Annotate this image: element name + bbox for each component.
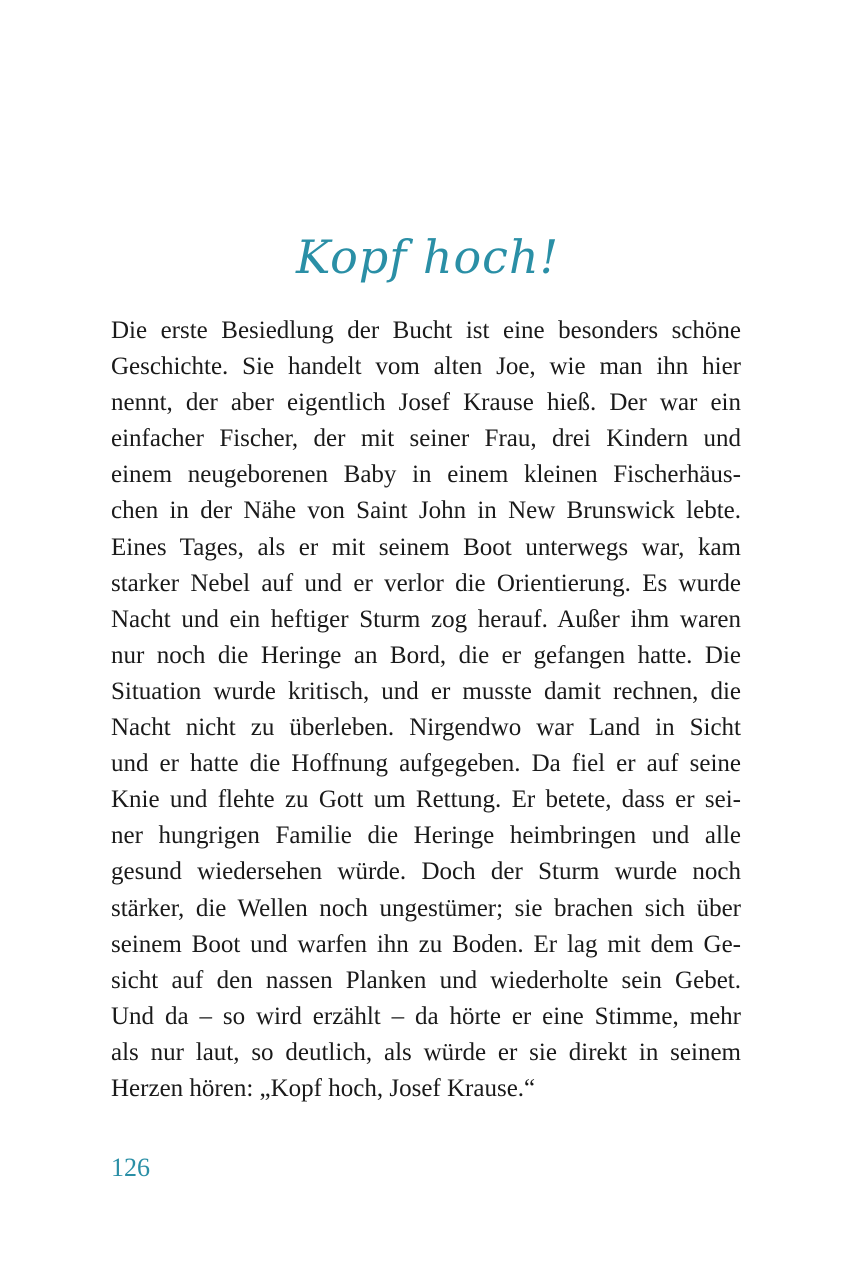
text-line: Nacht nicht zu überleben. Nirgendwo war Land in Sicht — [111, 714, 741, 742]
text-line: seinem Boot und warfen ihn zu Boden. Er lag mit dem Ge- — [111, 930, 741, 958]
text-line: stärker, die Wellen noch ungestümer; sie brachen sich über — [111, 894, 741, 922]
text-line: gesund wiedersehen würde. Doch der Sturm wurde noch — [111, 858, 741, 886]
text-line: einem neugeborenen Baby in einem kleinen Fischerhäus- — [111, 461, 741, 489]
text-line: sicht auf den nassen Planken und wiederholte sein Gebet. — [111, 966, 741, 994]
page-number: 126 — [111, 1153, 150, 1182]
text-line: als nur laut, so deutlich, als würde er sie direkt in seinem — [111, 1038, 741, 1066]
text-line: starker Nebel auf und er verlor die Orientierung. Es wurde — [111, 569, 741, 597]
text-line: Die erste Besiedlung der Bucht ist eine besonders schöne — [111, 317, 741, 344]
text-line: Nacht und ein heftiger Sturm zog herauf. Außer ihm waren — [111, 605, 741, 633]
text-line: Situation wurde kritisch, und er musste damit rechnen, die — [111, 677, 741, 705]
text-line: einfacher Fischer, der mit seiner Frau, drei Kindern und — [111, 425, 741, 453]
text-line: Eines Tages, als er mit seinem Boot unterwegs war, kam — [111, 533, 741, 561]
text-line: chen in der Nähe von Saint John in New Brunswick lebte. — [111, 497, 741, 525]
text-line: Und da – so wird erzählt – da hörte er eine Stimme, mehr — [111, 1002, 741, 1030]
text-line: nur noch die Heringe an Bord, die er gefangen hatte. Die — [111, 641, 741, 669]
chapter-title: Kopf hoch! — [295, 230, 560, 284]
text-line: Knie und flehte zu Gott um Rettung. Er betete, dass er sei- — [111, 786, 741, 814]
text-line: Geschichte. Sie handelt vom alten Joe, wie man ihn hier — [111, 353, 741, 381]
text-line: nennt, der aber eigentlich Josef Krause hieß. Der war ein — [111, 389, 741, 417]
text-line: Herzen hören: „Kopf hoch, Josef Krause.“ — [111, 1074, 536, 1102]
text-line: und er hatte die Hoffnung aufgegeben. Da fiel er auf seine — [111, 750, 741, 778]
body-paragraph — [111, 313, 741, 1107]
text-line: ner hungrigen Familie die Heringe heimbringen und alle — [111, 822, 741, 850]
